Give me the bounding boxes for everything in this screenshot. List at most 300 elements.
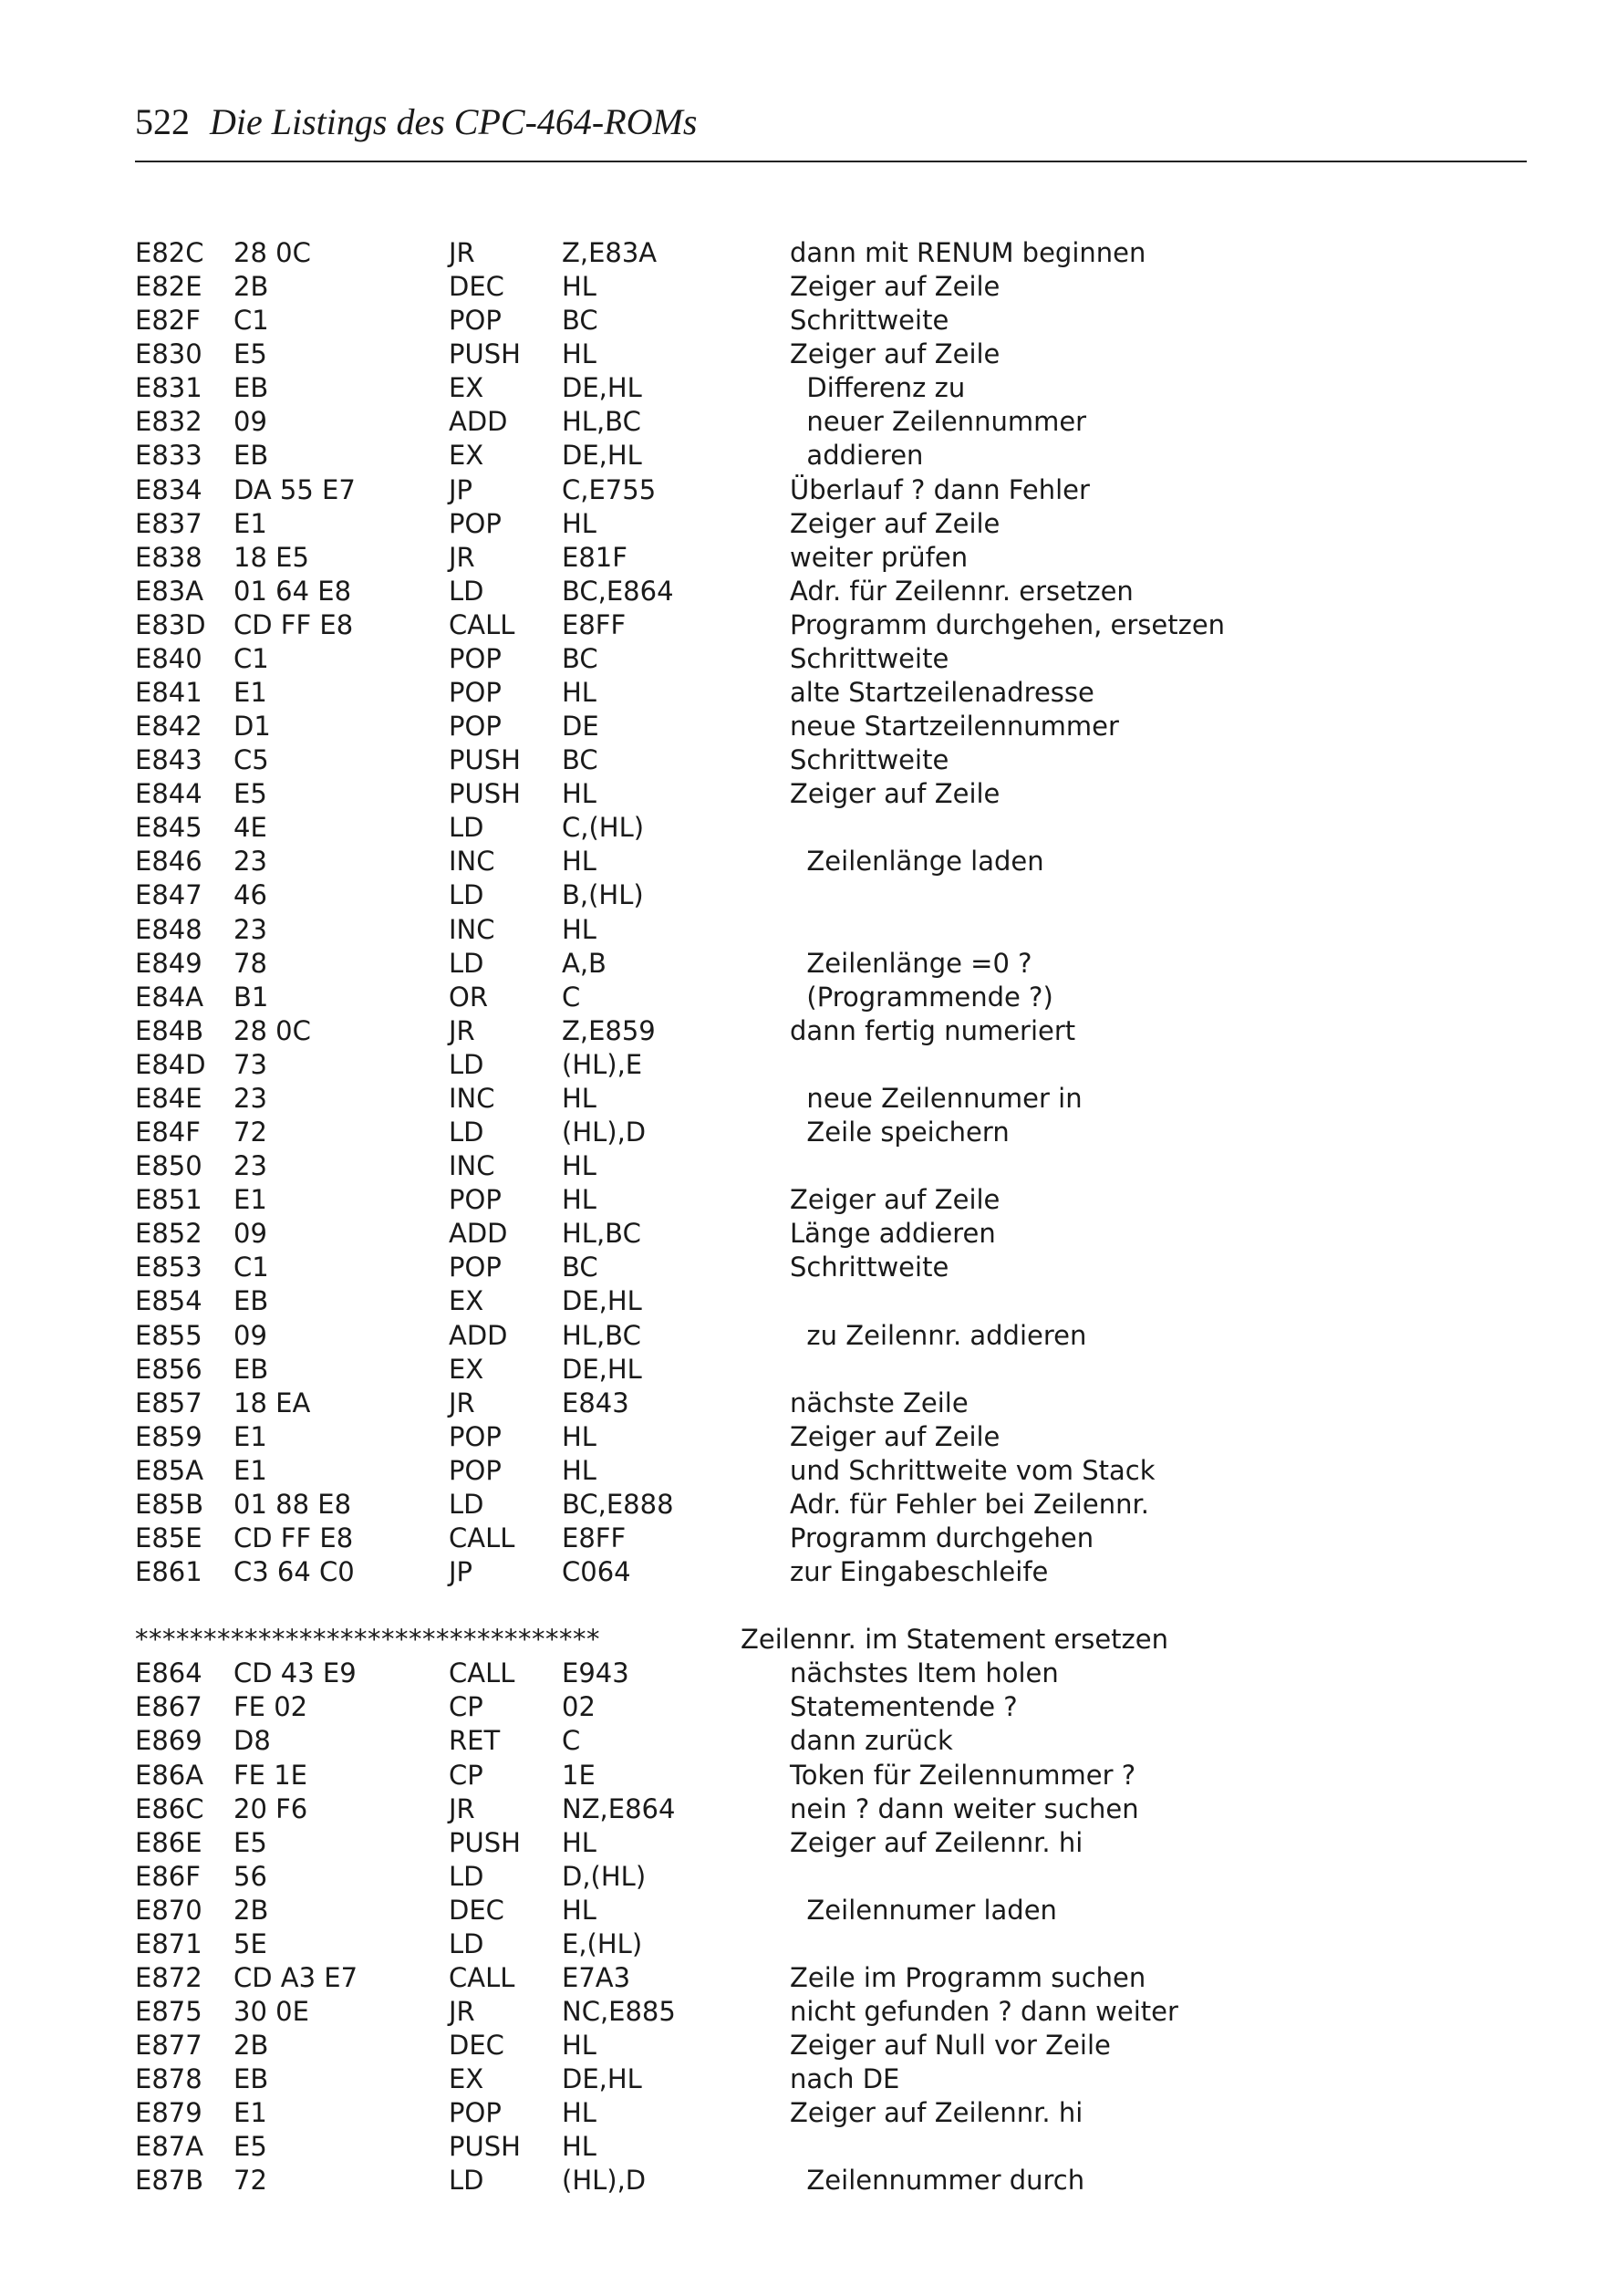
hex-bytes: 18 EA <box>233 1387 311 1418</box>
address: E841 <box>135 677 202 709</box>
listing-line <box>135 1961 1530 1995</box>
hex-bytes: 28 0C <box>233 237 311 268</box>
operand: HL <box>562 1894 596 1926</box>
mnemonic: PUSH <box>449 778 521 810</box>
operand: DE,HL <box>562 440 642 472</box>
operand: NC,E885 <box>562 1996 676 2028</box>
address: E82F <box>135 305 201 337</box>
comment: Adr. für Zeilennr. ersetzen <box>790 575 1134 607</box>
operand: NZ,E864 <box>562 1792 676 1824</box>
listing-line <box>135 1522 1530 1555</box>
operand: BC <box>562 1252 598 1283</box>
comment: Zeilennumer laden <box>790 1894 1057 1926</box>
mnemonic: INC <box>449 1082 495 1114</box>
mnemonic: POP <box>449 305 502 337</box>
hex-bytes: E1 <box>233 1184 267 1216</box>
comment: Token für Zeilennummer ? <box>790 1759 1136 1791</box>
mnemonic: LD <box>449 879 484 911</box>
address: E82E <box>135 271 202 303</box>
mnemonic: PUSH <box>449 2131 521 2163</box>
address: E833 <box>135 440 202 472</box>
comment: Zeile speichern <box>790 1117 1010 1148</box>
listing-line <box>135 1690 1530 1724</box>
operand: HL <box>562 2030 596 2062</box>
comment: Statementende ? <box>790 1691 1018 1723</box>
comment: dann fertig numeriert <box>790 1014 1076 1046</box>
listing-line <box>135 2130 1530 2164</box>
hex-bytes: 72 <box>233 2165 267 2197</box>
hex-bytes: 09 <box>233 406 267 438</box>
mnemonic: JR <box>449 1014 475 1046</box>
listing-line <box>135 1894 1530 1927</box>
blank-line <box>135 1589 1530 1623</box>
address: E849 <box>135 947 202 979</box>
address: E869 <box>135 1725 202 1757</box>
comment: Zeiger auf Zeilennr. hi <box>790 1826 1083 1858</box>
listing-line <box>135 1724 1530 1758</box>
mnemonic: JR <box>449 1387 475 1418</box>
listing-line <box>135 743 1530 777</box>
operand: HL <box>562 1184 596 1216</box>
address: E857 <box>135 1387 202 1418</box>
address: E840 <box>135 642 202 674</box>
assembly-listing <box>135 236 1530 2198</box>
operand: HL <box>562 2131 596 2163</box>
listing-line <box>135 1387 1530 1420</box>
hex-bytes: FE 1E <box>233 1759 307 1791</box>
address: E87B <box>135 2165 204 2197</box>
mnemonic: CP <box>449 1691 483 1723</box>
operand: HL <box>562 1082 596 1114</box>
mnemonic: LD <box>449 1488 484 1520</box>
address: E84A <box>135 981 204 1013</box>
address: E84D <box>135 1048 206 1080</box>
listing-line <box>135 1657 1530 1690</box>
mnemonic: POP <box>449 1420 502 1452</box>
listing-line <box>135 1995 1530 2029</box>
mnemonic: LD <box>449 812 484 844</box>
operand: D,(HL) <box>562 1860 647 1892</box>
hex-bytes: E1 <box>233 2097 267 2129</box>
comment: Zeiger auf Zeile <box>790 507 1000 539</box>
comment: nicht gefunden ? dann weiter <box>790 1996 1178 2028</box>
operand: HL <box>562 2097 596 2129</box>
comment: und Schrittweite vom Stack <box>790 1454 1156 1486</box>
comment: Zeilenlänge =0 ? <box>790 947 1032 979</box>
operand: E8FF <box>562 1522 627 1553</box>
address: E879 <box>135 2097 202 2129</box>
comment: Differenz zu <box>790 372 966 404</box>
hex-bytes: FE 02 <box>233 1691 308 1723</box>
listing-line <box>135 1555 1530 1589</box>
mnemonic: LD <box>449 1117 484 1148</box>
section-header <box>135 1623 1530 1657</box>
operand: BC,E864 <box>562 575 674 607</box>
address: E856 <box>135 1353 202 1385</box>
hex-bytes: 5E <box>233 1927 267 1959</box>
operand: BC <box>562 744 598 776</box>
address: E86F <box>135 1860 201 1892</box>
mnemonic: CALL <box>449 1961 515 1993</box>
hex-bytes: 2B <box>233 2030 269 2062</box>
comment: Zeiger auf Zeile <box>790 1184 1000 1216</box>
address: E838 <box>135 541 202 573</box>
hex-bytes: 01 88 E8 <box>233 1488 352 1520</box>
listing-line <box>135 1149 1530 1183</box>
listing-line <box>135 2029 1530 2062</box>
comment: Schrittweite <box>790 744 949 776</box>
operand: C <box>562 981 581 1013</box>
hex-bytes: C1 <box>233 305 269 337</box>
address: E861 <box>135 1556 202 1588</box>
operand: HL,BC <box>562 1319 641 1351</box>
address: E853 <box>135 1252 202 1283</box>
mnemonic: EX <box>449 1285 484 1317</box>
comment: Zeilenlänge laden <box>790 846 1044 878</box>
operand: HL <box>562 913 596 945</box>
listing-line <box>135 304 1530 338</box>
address: E848 <box>135 913 202 945</box>
comment: Programm durchgehen <box>790 1522 1094 1553</box>
hex-bytes: EB <box>233 1353 269 1385</box>
page-header <box>135 99 697 146</box>
hex-bytes: EB <box>233 440 269 472</box>
listing-line <box>135 405 1530 439</box>
hex-bytes: D8 <box>233 1725 271 1757</box>
hex-bytes: 18 E5 <box>233 541 309 573</box>
address: E878 <box>135 2063 202 2095</box>
comment: Zeilennummer durch <box>790 2165 1085 2197</box>
comment: Schrittweite <box>790 642 949 674</box>
comment: Länge addieren <box>790 1218 996 1250</box>
mnemonic: POP <box>449 1252 502 1283</box>
mnemonic: LD <box>449 1048 484 1080</box>
hex-bytes: 73 <box>233 1048 267 1080</box>
mnemonic: PUSH <box>449 744 521 776</box>
listing-line <box>135 1454 1530 1488</box>
operand: Z,E83A <box>562 237 658 268</box>
mnemonic: DEC <box>449 2030 504 2062</box>
listing-line <box>135 371 1530 405</box>
operand: E943 <box>562 1657 629 1689</box>
mnemonic: EX <box>449 372 484 404</box>
hex-bytes: C1 <box>233 642 269 674</box>
address: E871 <box>135 1927 202 1959</box>
comment: (Programmende ?) <box>790 981 1053 1013</box>
operand: E81F <box>562 541 627 573</box>
mnemonic: EX <box>449 2063 484 2095</box>
address: E846 <box>135 846 202 878</box>
operand: HL <box>562 271 596 303</box>
listing-line <box>135 947 1530 981</box>
address: E850 <box>135 1150 202 1182</box>
comment: Zeiger auf Zeile <box>790 778 1000 810</box>
operand: DE,HL <box>562 1353 642 1385</box>
hex-bytes: CD 43 E9 <box>233 1657 357 1689</box>
listing-line <box>135 845 1530 878</box>
operand: BC <box>562 642 598 674</box>
listing-line <box>135 1284 1530 1318</box>
listing-line <box>135 1488 1530 1522</box>
address: E82C <box>135 237 204 268</box>
mnemonic: DEC <box>449 1894 504 1926</box>
listing-line <box>135 676 1530 710</box>
address: E870 <box>135 1894 202 1926</box>
mnemonic: ADD <box>449 1319 508 1351</box>
hex-bytes: E1 <box>233 1420 267 1452</box>
mnemonic: ADD <box>449 406 508 438</box>
mnemonic: CALL <box>449 1522 515 1553</box>
operand: DE,HL <box>562 1285 642 1317</box>
comment: Zeiger auf Zeile <box>790 1420 1000 1452</box>
mnemonic: OR <box>449 981 488 1013</box>
comment: neuer Zeilennummer <box>790 406 1087 438</box>
comment: dann mit RENUM beginnen <box>790 237 1146 268</box>
address: E844 <box>135 778 202 810</box>
listing-line <box>135 1251 1530 1284</box>
address: E854 <box>135 1285 202 1317</box>
address: E83D <box>135 608 206 640</box>
hex-bytes: DA 55 E7 <box>233 473 356 505</box>
comment: nächstes Item holen <box>790 1657 1059 1689</box>
listing-line <box>135 1319 1530 1353</box>
mnemonic: LD <box>449 1927 484 1959</box>
operand: (HL),D <box>562 2165 647 2197</box>
hex-bytes: CD FF E8 <box>233 1522 354 1553</box>
mnemonic: LD <box>449 2165 484 2197</box>
operand: HL <box>562 338 596 370</box>
mnemonic: PUSH <box>449 338 521 370</box>
hex-bytes: 09 <box>233 1319 267 1351</box>
operand: E,(HL) <box>562 1927 643 1959</box>
mnemonic: CP <box>449 1759 483 1791</box>
comment: Zeile im Programm suchen <box>790 1961 1146 1993</box>
operand: HL <box>562 507 596 539</box>
comment: neue Zeilennumer in <box>790 1082 1083 1114</box>
mnemonic: DEC <box>449 271 504 303</box>
section-stars: ********************************** <box>135 1624 600 1656</box>
listing-line <box>135 811 1530 845</box>
operand: HL <box>562 1826 596 1858</box>
address: E842 <box>135 711 202 743</box>
listing-line <box>135 541 1530 575</box>
hex-bytes: 2B <box>233 1894 269 1926</box>
listing-line <box>135 338 1530 371</box>
hex-bytes: E1 <box>233 1454 267 1486</box>
comment: Zeiger auf Null vor Zeile <box>790 2030 1111 2062</box>
mnemonic: LD <box>449 1860 484 1892</box>
listing-line <box>135 507 1530 541</box>
comment: addieren <box>790 440 924 472</box>
address: E86C <box>135 1792 204 1824</box>
hex-bytes: E5 <box>233 1826 267 1858</box>
operand: C <box>562 1725 581 1757</box>
comment: nächste Zeile <box>790 1387 969 1418</box>
listing-line <box>135 913 1530 947</box>
hex-bytes: 78 <box>233 947 267 979</box>
operand: C064 <box>562 1556 631 1588</box>
address: E85E <box>135 1522 202 1553</box>
page-title: Die Listings des CPC-464-ROMs <box>210 101 698 142</box>
hex-bytes: 23 <box>233 846 267 878</box>
address: E875 <box>135 1996 202 2028</box>
address: E85A <box>135 1454 204 1486</box>
listing-line <box>135 1014 1530 1048</box>
mnemonic: PUSH <box>449 1826 521 1858</box>
mnemonic: POP <box>449 1184 502 1216</box>
comment: Zeiger auf Zeile <box>790 338 1000 370</box>
listing-line <box>135 777 1530 811</box>
hex-bytes: CD FF E8 <box>233 608 354 640</box>
listing-line <box>135 1420 1530 1454</box>
operand: HL <box>562 1420 596 1452</box>
address: E837 <box>135 507 202 539</box>
address: E831 <box>135 372 202 404</box>
listing-line <box>135 878 1530 912</box>
mnemonic: POP <box>449 642 502 674</box>
comment: Zeiger auf Zeile <box>790 271 1000 303</box>
operand: E843 <box>562 1387 629 1418</box>
comment: zu Zeilennr. addieren <box>790 1319 1087 1351</box>
operand: E8FF <box>562 608 627 640</box>
address: E84E <box>135 1082 202 1114</box>
hex-bytes: 01 64 E8 <box>233 575 352 607</box>
address: E84F <box>135 1117 201 1148</box>
mnemonic: LD <box>449 947 484 979</box>
listing-line <box>135 439 1530 473</box>
mnemonic: JR <box>449 237 475 268</box>
operand: BC,E888 <box>562 1488 674 1520</box>
operand: (HL),E <box>562 1048 643 1080</box>
hex-bytes: 23 <box>233 913 267 945</box>
address: E877 <box>135 2030 202 2062</box>
operand: 02 <box>562 1691 596 1723</box>
hex-bytes: 72 <box>233 1117 267 1148</box>
page-number: 522 <box>135 101 190 142</box>
listing-line <box>135 1217 1530 1251</box>
comment: dann zurück <box>790 1725 953 1757</box>
hex-bytes: 23 <box>233 1082 267 1114</box>
listing-line <box>135 981 1530 1014</box>
mnemonic: POP <box>449 1454 502 1486</box>
mnemonic: CALL <box>449 608 515 640</box>
comment: nach DE <box>790 2063 900 2095</box>
address: E83A <box>135 575 204 607</box>
address: E864 <box>135 1657 202 1689</box>
operand: Z,E859 <box>562 1014 656 1046</box>
listing-line <box>135 473 1530 507</box>
address: E852 <box>135 1218 202 1250</box>
mnemonic: POP <box>449 507 502 539</box>
address: E85B <box>135 1488 204 1520</box>
hex-bytes: B1 <box>233 981 269 1013</box>
operand: HL,BC <box>562 1218 641 1250</box>
listing-line <box>135 1826 1530 1860</box>
mnemonic: JP <box>449 1556 473 1588</box>
operand: 1E <box>562 1759 596 1791</box>
hex-bytes: 20 F6 <box>233 1792 308 1824</box>
hex-bytes: C5 <box>233 744 269 776</box>
hex-bytes: EB <box>233 372 269 404</box>
address: E867 <box>135 1691 202 1723</box>
listing-line <box>135 2164 1530 2197</box>
listing-line <box>135 642 1530 676</box>
operand: (HL),D <box>562 1117 647 1148</box>
address: E872 <box>135 1961 202 1993</box>
operand: HL <box>562 778 596 810</box>
comment: zur Eingabeschleife <box>790 1556 1049 1588</box>
mnemonic: POP <box>449 2097 502 2129</box>
operand: HL <box>562 846 596 878</box>
mnemonic: INC <box>449 1150 495 1182</box>
listing-line <box>135 236 1530 270</box>
mnemonic: JR <box>449 1792 475 1824</box>
listing-line <box>135 1353 1530 1387</box>
comment: neue Startzeilennummer <box>790 711 1119 743</box>
listing-line <box>135 1860 1530 1894</box>
hex-bytes: 23 <box>233 1150 267 1182</box>
hex-bytes: 30 0E <box>233 1996 309 2028</box>
mnemonic: JP <box>449 473 473 505</box>
address: E87A <box>135 2131 204 2163</box>
operand: HL <box>562 677 596 709</box>
listing-line <box>135 1927 1530 1961</box>
address: E834 <box>135 473 202 505</box>
hex-bytes: E5 <box>233 778 267 810</box>
address: E859 <box>135 1420 202 1452</box>
mnemonic: LD <box>449 575 484 607</box>
mnemonic: POP <box>449 677 502 709</box>
comment: Adr. für Fehler bei Zeilennr. <box>790 1488 1149 1520</box>
mnemonic: CALL <box>449 1657 515 1689</box>
mnemonic: ADD <box>449 1218 508 1250</box>
listing-line <box>135 575 1530 608</box>
operand: E7A3 <box>562 1961 631 1993</box>
comment: Schrittweite <box>790 305 949 337</box>
listing-line <box>135 1759 1530 1792</box>
header-rule <box>135 161 1527 162</box>
listing-line <box>135 608 1530 642</box>
address: E855 <box>135 1319 202 1351</box>
listing-line <box>135 270 1530 304</box>
comment: Zeiger auf Zeilennr. hi <box>790 2097 1083 2129</box>
address: E845 <box>135 812 202 844</box>
comment: weiter prüfen <box>790 541 969 573</box>
address: E851 <box>135 1184 202 1216</box>
operand: A,B <box>562 947 607 979</box>
hex-bytes: CD A3 E7 <box>233 1961 358 1993</box>
address: E830 <box>135 338 202 370</box>
hex-bytes: 28 0C <box>233 1014 311 1046</box>
operand: HL,BC <box>562 406 641 438</box>
comment: Überlauf ? dann Fehler <box>790 473 1090 505</box>
address: E84B <box>135 1014 204 1046</box>
hex-bytes: D1 <box>233 711 271 743</box>
comment: alte Startzeilenadresse <box>790 677 1094 709</box>
listing-line <box>135 1082 1530 1116</box>
mnemonic: EX <box>449 440 484 472</box>
hex-bytes: EB <box>233 2063 269 2095</box>
operand: HL <box>562 1150 596 1182</box>
mnemonic: INC <box>449 846 495 878</box>
mnemonic: RET <box>449 1725 501 1757</box>
hex-bytes: E5 <box>233 338 267 370</box>
address: E843 <box>135 744 202 776</box>
mnemonic: JR <box>449 1996 475 2028</box>
listing-line <box>135 1792 1530 1826</box>
listing-line <box>135 2096 1530 2130</box>
mnemonic: POP <box>449 711 502 743</box>
